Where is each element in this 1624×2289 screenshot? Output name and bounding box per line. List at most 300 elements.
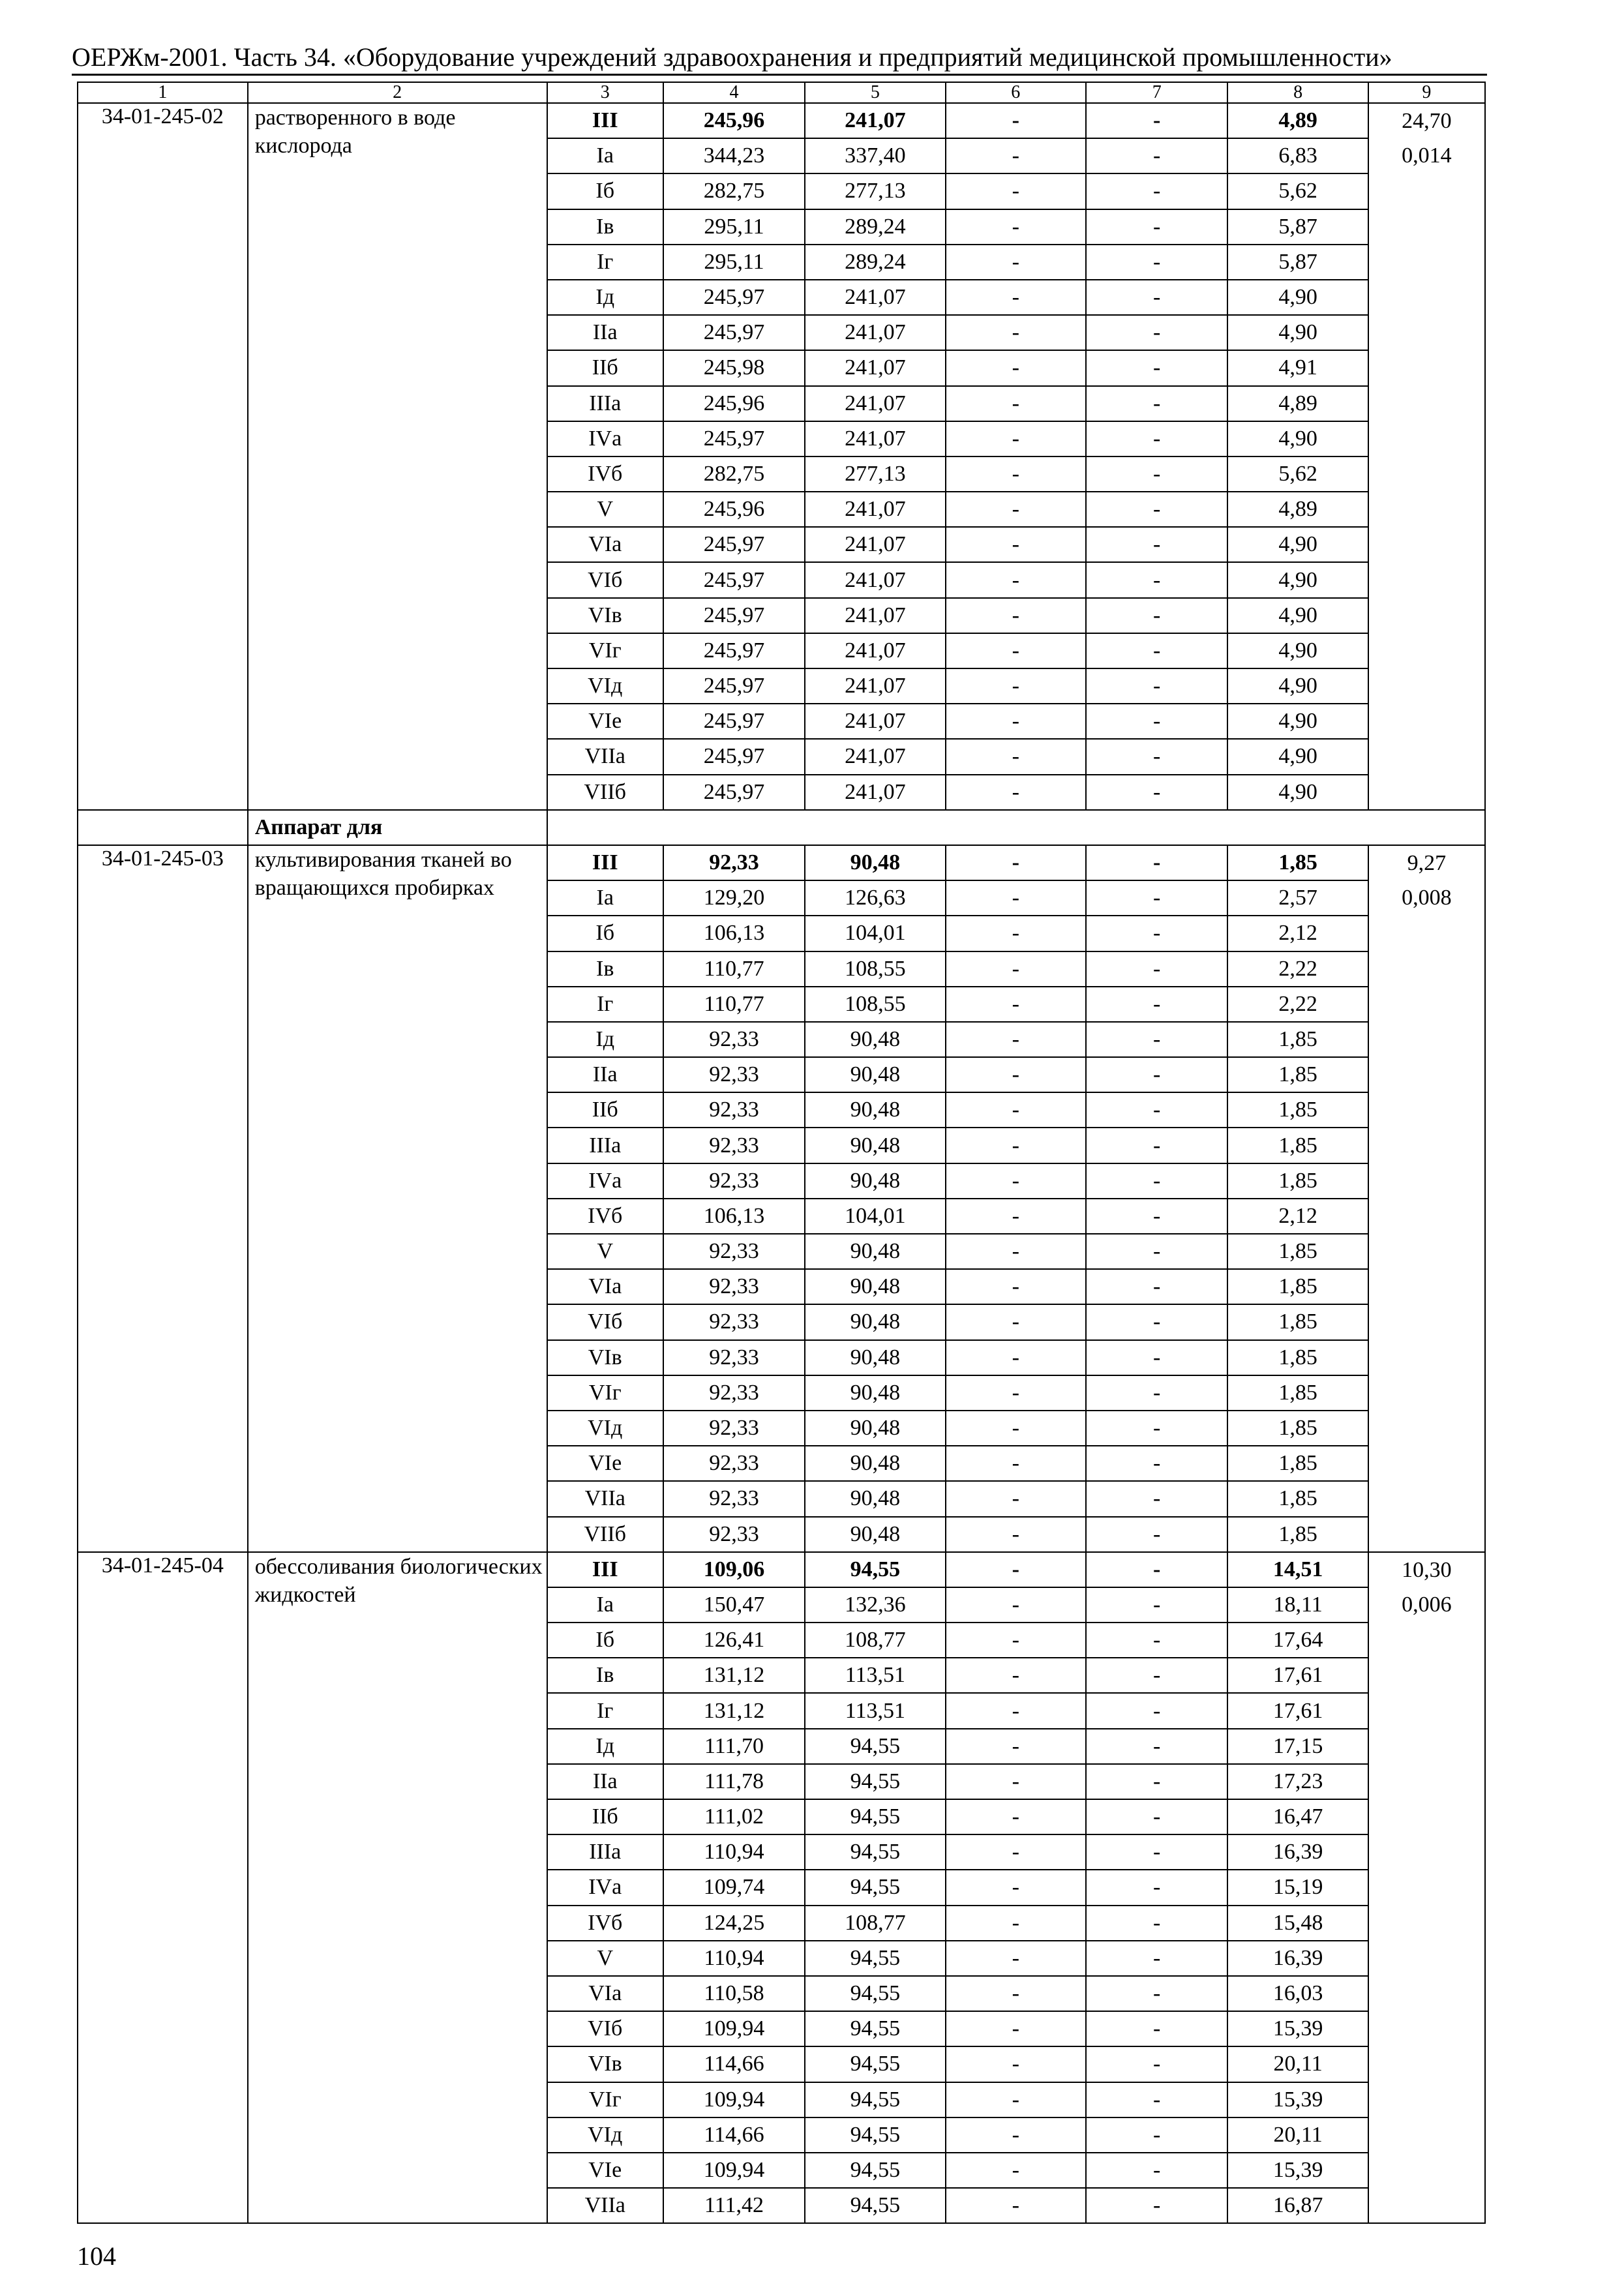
page-number: 104 xyxy=(77,2241,116,2271)
cell-col-7: - xyxy=(1086,1693,1227,1728)
cell-col-4: 245,96 xyxy=(663,386,805,421)
cell-col-4: 92,33 xyxy=(663,1517,805,1552)
item-description: обессоливания биологических жидкостей xyxy=(248,1552,547,2224)
cell-col-8: 1,85 xyxy=(1227,1340,1368,1375)
cell-col-5: 90,48 xyxy=(805,1269,945,1304)
cell-col-3: VIв xyxy=(547,2046,663,2082)
cell-col-4: 92,33 xyxy=(663,1022,805,1057)
cell-col-4: 92,33 xyxy=(663,1340,805,1375)
cell-col-9 xyxy=(1368,103,1485,810)
cell-col-8: 15,19 xyxy=(1227,1870,1368,1905)
cell-col-4: 92,33 xyxy=(663,1375,805,1411)
cell-col-3: VIв xyxy=(547,598,663,633)
cell-col-4: 109,94 xyxy=(663,2082,805,2117)
cell-col-6: - xyxy=(946,421,1086,456)
cell-col-6: - xyxy=(946,1693,1086,1728)
cell-col-7: - xyxy=(1086,880,1227,916)
cell-col-7: - xyxy=(1086,2188,1227,2223)
column-number: 9 xyxy=(1368,82,1485,103)
cell-col-5: 241,07 xyxy=(805,492,945,527)
cell-col-6: - xyxy=(946,1906,1086,1941)
cell-col-6: - xyxy=(946,245,1086,280)
cell-col-5: 90,48 xyxy=(805,1517,945,1552)
cell-col-7: - xyxy=(1086,1587,1227,1623)
cell-col-8: 5,62 xyxy=(1227,456,1368,492)
cell-col-6: - xyxy=(946,845,1086,880)
cell-col-7: - xyxy=(1086,1658,1227,1693)
table-row xyxy=(78,1552,1485,1587)
cell-col-5: 90,48 xyxy=(805,1234,945,1269)
table-row xyxy=(78,103,1485,138)
cell-col-7: - xyxy=(1086,2011,1227,2046)
cell-col-7: - xyxy=(1086,527,1227,562)
cell-col-3: VIб xyxy=(547,1304,663,1339)
cell-col-8: 2,22 xyxy=(1227,951,1368,987)
cell-col-7: - xyxy=(1086,2153,1227,2188)
cell-col-3: IVа xyxy=(547,1163,663,1199)
cell-col-3: IVб xyxy=(547,456,663,492)
cell-col-8: 4,90 xyxy=(1227,704,1368,739)
cell-col-8: 4,90 xyxy=(1227,668,1368,704)
cell-col-7: - xyxy=(1086,1870,1227,1905)
cell-col-7: - xyxy=(1086,1092,1227,1128)
cell-col-3: VIIа xyxy=(547,2188,663,2223)
item-description: растворенного в воде кислорода xyxy=(248,103,547,810)
col9-value: 9,27 xyxy=(1407,850,1447,875)
cell-col-3: Iг xyxy=(547,245,663,280)
cell-col-3: Iа xyxy=(547,138,663,173)
cell-col-8: 1,85 xyxy=(1227,1411,1368,1446)
cell-col-8: 4,90 xyxy=(1227,598,1368,633)
cell-col-5: 337,40 xyxy=(805,138,945,173)
cell-col-8: 1,85 xyxy=(1227,1092,1368,1128)
cell-col-5: 94,55 xyxy=(805,2188,945,2223)
cell-col-6: - xyxy=(946,1799,1086,1834)
cell-col-6: - xyxy=(946,987,1086,1022)
cell-col-7: - xyxy=(1086,1163,1227,1199)
cell-col-5: 90,48 xyxy=(805,1446,945,1481)
cell-col-3: Iд xyxy=(547,280,663,315)
cell-col-3: IVа xyxy=(547,1870,663,1905)
column-number: 5 xyxy=(805,82,945,103)
item-code: 34-01-245-03 xyxy=(78,845,248,1552)
cell-col-3: IIIа xyxy=(547,1128,663,1163)
cell-col-9 xyxy=(1368,1552,1485,2224)
cell-col-8: 15,39 xyxy=(1227,2011,1368,2046)
cell-col-3: IIб xyxy=(547,1799,663,1834)
cell-col-5: 241,07 xyxy=(805,775,945,810)
cell-col-6: - xyxy=(946,2188,1086,2223)
column-number: 2 xyxy=(248,82,547,103)
cell-col-5: 132,36 xyxy=(805,1587,945,1623)
cell-col-6: - xyxy=(946,386,1086,421)
cell-col-5: 108,77 xyxy=(805,1906,945,1941)
cell-col-7: - xyxy=(1086,951,1227,987)
cell-col-4: 282,75 xyxy=(663,456,805,492)
cell-col-8: 1,85 xyxy=(1227,1269,1368,1304)
cell-col-4: 131,12 xyxy=(663,1693,805,1728)
cell-col-4: 92,33 xyxy=(663,1234,805,1269)
cell-col-5: 241,07 xyxy=(805,739,945,774)
column-number: 6 xyxy=(946,82,1086,103)
cell-col-3: VIб xyxy=(547,2011,663,2046)
cell-col-4: 114,66 xyxy=(663,2117,805,2153)
cell-col-5: 94,55 xyxy=(805,1764,945,1799)
cell-col-3: VIг xyxy=(547,2082,663,2117)
cell-col-5: 108,77 xyxy=(805,1623,945,1658)
cell-col-6: - xyxy=(946,2117,1086,2153)
col9-value: 24,70 xyxy=(1402,109,1452,133)
cell-col-8: 18,11 xyxy=(1227,1587,1368,1623)
cell-col-8: 2,22 xyxy=(1227,987,1368,1022)
cell-col-7: - xyxy=(1086,456,1227,492)
cell-col-8: 17,61 xyxy=(1227,1658,1368,1693)
cell-col-7: - xyxy=(1086,492,1227,527)
cell-col-5: 90,48 xyxy=(805,1163,945,1199)
cell-col-3: IIIа xyxy=(547,1834,663,1870)
cell-col-3: IIа xyxy=(547,1764,663,1799)
cell-col-8: 4,90 xyxy=(1227,739,1368,774)
cell-col-8: 4,90 xyxy=(1227,527,1368,562)
cell-col-4: 344,23 xyxy=(663,138,805,173)
cell-col-6: - xyxy=(946,1092,1086,1128)
cell-col-7: - xyxy=(1086,1552,1227,1587)
cell-col-4: 245,97 xyxy=(663,562,805,597)
cell-col-6: - xyxy=(946,1834,1086,1870)
cell-col-3: IIб xyxy=(547,350,663,385)
cell-col-7: - xyxy=(1086,209,1227,245)
cell-col-3: IVб xyxy=(547,1906,663,1941)
col9-value: 0,008 xyxy=(1402,885,1452,910)
cell-col-4: 126,41 xyxy=(663,1623,805,1658)
cell-col-8: 17,15 xyxy=(1227,1729,1368,1764)
cell-col-4: 245,97 xyxy=(663,527,805,562)
cell-col-8: 2,57 xyxy=(1227,880,1368,916)
cell-col-8: 20,11 xyxy=(1227,2046,1368,2082)
cell-col-7: - xyxy=(1086,1446,1227,1481)
cell-col-4: 111,78 xyxy=(663,1764,805,1799)
cell-col-7: - xyxy=(1086,739,1227,774)
cell-col-6: - xyxy=(946,1517,1086,1552)
col9-value: 0,006 xyxy=(1402,1592,1452,1617)
cell-col-5: 94,55 xyxy=(805,1870,945,1905)
cell-col-7: - xyxy=(1086,2082,1227,2117)
cell-col-7: - xyxy=(1086,2046,1227,2082)
cell-col-6: - xyxy=(946,1340,1086,1375)
cell-col-3: IIа xyxy=(547,315,663,350)
cell-col-4: 110,58 xyxy=(663,1976,805,2011)
cell-col-3: IIIа xyxy=(547,386,663,421)
column-number: 4 xyxy=(663,82,805,103)
cell-col-6: - xyxy=(946,2011,1086,2046)
cell-col-5: 90,48 xyxy=(805,1092,945,1128)
cell-col-4: 245,97 xyxy=(663,598,805,633)
cell-col-4: 295,11 xyxy=(663,245,805,280)
page-header: ОЕРЖм-2001. Часть 34. «Оборудование учреждений здравоохранения и предприятий медицинской промышленности» xyxy=(72,42,1392,72)
cell-col-3: Iг xyxy=(547,1693,663,1728)
cell-col-8: 2,12 xyxy=(1227,916,1368,951)
cell-col-5: 90,48 xyxy=(805,1481,945,1516)
cell-col-4: 282,75 xyxy=(663,173,805,209)
cell-col-3: IIа xyxy=(547,1057,663,1092)
cell-col-7: - xyxy=(1086,1375,1227,1411)
cell-col-3: VIа xyxy=(547,1269,663,1304)
cell-col-3: IIб xyxy=(547,1092,663,1128)
col9-value: 10,30 xyxy=(1402,1557,1452,1582)
cell-col-5: 241,07 xyxy=(805,633,945,668)
cell-col-4: 109,74 xyxy=(663,1870,805,1905)
cell-col-5: 94,55 xyxy=(805,1834,945,1870)
cell-col-4: 245,97 xyxy=(663,704,805,739)
cell-col-7: - xyxy=(1086,1199,1227,1234)
cell-col-6: - xyxy=(946,1304,1086,1339)
cell-col-8: 4,89 xyxy=(1227,386,1368,421)
cell-col-4: 245,97 xyxy=(663,421,805,456)
cell-col-5: 277,13 xyxy=(805,173,945,209)
cell-col-7: - xyxy=(1086,562,1227,597)
cell-col-3: V xyxy=(547,1941,663,1976)
cell-col-7: - xyxy=(1086,350,1227,385)
cell-col-3: Iа xyxy=(547,880,663,916)
cell-col-5: 113,51 xyxy=(805,1693,945,1728)
cell-col-3: V xyxy=(547,492,663,527)
cell-col-5: 94,55 xyxy=(805,1976,945,2011)
cell-col-4: 111,70 xyxy=(663,1729,805,1764)
cell-col-3: Iг xyxy=(547,987,663,1022)
cell-col-3: Iб xyxy=(547,916,663,951)
section-label-row xyxy=(78,810,1485,845)
cell-col-7: - xyxy=(1086,1269,1227,1304)
cell-col-6: - xyxy=(946,209,1086,245)
column-number: 3 xyxy=(547,82,663,103)
cell-col-3: VIг xyxy=(547,633,663,668)
cell-col-4: 124,25 xyxy=(663,1906,805,1941)
cell-col-5: 94,55 xyxy=(805,2011,945,2046)
cell-col-7: - xyxy=(1086,987,1227,1022)
cell-col-4: 245,97 xyxy=(663,633,805,668)
cell-col-8: 6,83 xyxy=(1227,138,1368,173)
cell-col-7: - xyxy=(1086,704,1227,739)
cell-col-5: 277,13 xyxy=(805,456,945,492)
cell-col-6: - xyxy=(946,562,1086,597)
cell-col-6: - xyxy=(946,103,1086,138)
column-number: 7 xyxy=(1086,82,1227,103)
cell-col-6: - xyxy=(946,1234,1086,1269)
cell-col-5: 90,48 xyxy=(805,1057,945,1092)
cell-col-5: 90,48 xyxy=(805,1411,945,1446)
cell-col-8: 15,39 xyxy=(1227,2082,1368,2117)
cell-col-5: 289,24 xyxy=(805,209,945,245)
cell-col-3: Iб xyxy=(547,173,663,209)
cell-col-7: - xyxy=(1086,1764,1227,1799)
cell-col-8: 4,90 xyxy=(1227,421,1368,456)
cell-col-3: Iд xyxy=(547,1022,663,1057)
cell-col-4: 109,06 xyxy=(663,1552,805,1587)
cell-col-4: 109,94 xyxy=(663,2011,805,2046)
cell-col-5: 241,07 xyxy=(805,668,945,704)
cell-col-4: 92,33 xyxy=(663,1411,805,1446)
cell-col-7: - xyxy=(1086,1411,1227,1446)
cell-col-5: 94,55 xyxy=(805,2153,945,2188)
cell-col-5: 108,55 xyxy=(805,951,945,987)
cell-col-4: 109,94 xyxy=(663,2153,805,2188)
cell-col-6: - xyxy=(946,527,1086,562)
cell-col-8: 4,90 xyxy=(1227,280,1368,315)
cell-col-3: III xyxy=(547,845,663,880)
cell-col-8: 16,47 xyxy=(1227,1799,1368,1834)
cell-col-6: - xyxy=(946,1411,1086,1446)
cell-col-4: 295,11 xyxy=(663,209,805,245)
cell-col-4: 245,97 xyxy=(663,739,805,774)
item-description: культивирования тканей во вращающихся пробирках xyxy=(248,845,547,1552)
cell-col-4: 92,33 xyxy=(663,1304,805,1339)
cell-col-3: VIIа xyxy=(547,1481,663,1516)
cell-col-6: - xyxy=(946,633,1086,668)
cell-col-6: - xyxy=(946,1199,1086,1234)
cell-col-7: - xyxy=(1086,1234,1227,1269)
cell-col-6: - xyxy=(946,1976,1086,2011)
cell-col-6: - xyxy=(946,492,1086,527)
cell-col-7: - xyxy=(1086,138,1227,173)
column-number: 1 xyxy=(78,82,248,103)
cell-col-4: 92,33 xyxy=(663,845,805,880)
cell-col-8: 4,90 xyxy=(1227,562,1368,597)
cell-col-7: - xyxy=(1086,1623,1227,1658)
cell-col-7: - xyxy=(1086,1304,1227,1339)
cell-col-6: - xyxy=(946,1941,1086,1976)
cell-col-6: - xyxy=(946,173,1086,209)
cell-col-7: - xyxy=(1086,1481,1227,1516)
cell-col-6: - xyxy=(946,1587,1086,1623)
cell-col-5: 126,63 xyxy=(805,880,945,916)
cell-col-6: - xyxy=(946,1658,1086,1693)
cell-col-6: - xyxy=(946,1552,1086,1587)
cell-col-5: 241,07 xyxy=(805,280,945,315)
cell-col-4: 245,96 xyxy=(663,103,805,138)
cell-col-4: 110,94 xyxy=(663,1941,805,1976)
cell-col-3: Iа xyxy=(547,1587,663,1623)
cell-col-7: - xyxy=(1086,421,1227,456)
cell-col-6: - xyxy=(946,1481,1086,1516)
cell-col-7: - xyxy=(1086,1517,1227,1552)
cell-col-8: 1,85 xyxy=(1227,1446,1368,1481)
cell-col-6: - xyxy=(946,315,1086,350)
cell-col-4: 106,13 xyxy=(663,1199,805,1234)
cell-col-8: 1,85 xyxy=(1227,1128,1368,1163)
cell-col-8: 1,85 xyxy=(1227,1234,1368,1269)
cell-col-6: - xyxy=(946,1729,1086,1764)
cell-col-7: - xyxy=(1086,1128,1227,1163)
table-body xyxy=(78,82,1485,2223)
cell-col-5: 94,55 xyxy=(805,1799,945,1834)
cell-col-8: 17,64 xyxy=(1227,1623,1368,1658)
cell-col-6: - xyxy=(946,916,1086,951)
cell-col-3: VIа xyxy=(547,527,663,562)
cell-col-6: - xyxy=(946,880,1086,916)
cell-col-7: - xyxy=(1086,1906,1227,1941)
cell-col-4: 245,98 xyxy=(663,350,805,385)
cell-col-8: 1,85 xyxy=(1227,1375,1368,1411)
cell-col-4: 92,33 xyxy=(663,1128,805,1163)
cell-col-6: - xyxy=(946,456,1086,492)
cell-col-4: 129,20 xyxy=(663,880,805,916)
cell-col-7: - xyxy=(1086,633,1227,668)
cell-col-8: 4,91 xyxy=(1227,350,1368,385)
cell-col-7: - xyxy=(1086,1799,1227,1834)
cell-col-7: - xyxy=(1086,245,1227,280)
cell-col-8: 2,12 xyxy=(1227,1199,1368,1234)
cell-col-6: - xyxy=(946,704,1086,739)
cell-col-8: 4,90 xyxy=(1227,315,1368,350)
cell-col-3: VIIб xyxy=(547,775,663,810)
cell-col-4: 245,97 xyxy=(663,668,805,704)
cell-col-8: 15,48 xyxy=(1227,1906,1368,1941)
cell-col-9 xyxy=(1368,845,1485,1552)
cell-col-7: - xyxy=(1086,1729,1227,1764)
cell-col-5: 113,51 xyxy=(805,1658,945,1693)
cell-col-4: 111,42 xyxy=(663,2188,805,2223)
item-code: 34-01-245-04 xyxy=(78,1552,248,2224)
cell-col-4: 245,97 xyxy=(663,315,805,350)
cell-col-4: 110,94 xyxy=(663,1834,805,1870)
cell-col-6: - xyxy=(946,1057,1086,1092)
cell-col-6: - xyxy=(946,2153,1086,2188)
cell-col-6: - xyxy=(946,1022,1086,1057)
cell-col-3: III xyxy=(547,1552,663,1587)
cell-col-8: 1,85 xyxy=(1227,1481,1368,1516)
header-rule xyxy=(72,74,1487,76)
cell-col-5: 94,55 xyxy=(805,1729,945,1764)
cell-col-5: 104,01 xyxy=(805,916,945,951)
cell-col-6: - xyxy=(946,739,1086,774)
cell-col-7: - xyxy=(1086,598,1227,633)
cell-col-7: - xyxy=(1086,1976,1227,2011)
cell-col-6: - xyxy=(946,951,1086,987)
cell-col-3: VIд xyxy=(547,1411,663,1446)
cell-col-7: - xyxy=(1086,916,1227,951)
cell-col-6: - xyxy=(946,1269,1086,1304)
cell-col-3: IVб xyxy=(547,1199,663,1234)
cell-col-5: 289,24 xyxy=(805,245,945,280)
cell-col-5: 241,07 xyxy=(805,598,945,633)
cell-col-5: 241,07 xyxy=(805,704,945,739)
cell-col-5: 241,07 xyxy=(805,562,945,597)
cell-col-3: III xyxy=(547,103,663,138)
cell-col-6: - xyxy=(946,2046,1086,2082)
cell-col-8: 16,87 xyxy=(1227,2188,1368,2223)
cell-col-8: 17,23 xyxy=(1227,1764,1368,1799)
cell-col-5: 90,48 xyxy=(805,1128,945,1163)
section-label: Аппарат для xyxy=(248,810,547,845)
cell-col-3: IVа xyxy=(547,421,663,456)
cell-col-5: 90,48 xyxy=(805,1022,945,1057)
cell-col-3: VIд xyxy=(547,668,663,704)
cell-col-3: VIа xyxy=(547,1976,663,2011)
cell-col-7: - xyxy=(1086,173,1227,209)
cell-col-8: 4,90 xyxy=(1227,633,1368,668)
cell-col-5: 94,55 xyxy=(805,1941,945,1976)
cell-col-5: 90,48 xyxy=(805,845,945,880)
cell-col-3: VIг xyxy=(547,1375,663,1411)
cell-col-8: 20,11 xyxy=(1227,2117,1368,2153)
column-number-row xyxy=(78,82,1485,103)
cell-col-4: 92,33 xyxy=(663,1163,805,1199)
cell-col-7: - xyxy=(1086,2117,1227,2153)
cell-col-4: 92,33 xyxy=(663,1481,805,1516)
cell-col-5: 241,07 xyxy=(805,527,945,562)
cell-col-4: 110,77 xyxy=(663,987,805,1022)
cell-col-4: 110,77 xyxy=(663,951,805,987)
